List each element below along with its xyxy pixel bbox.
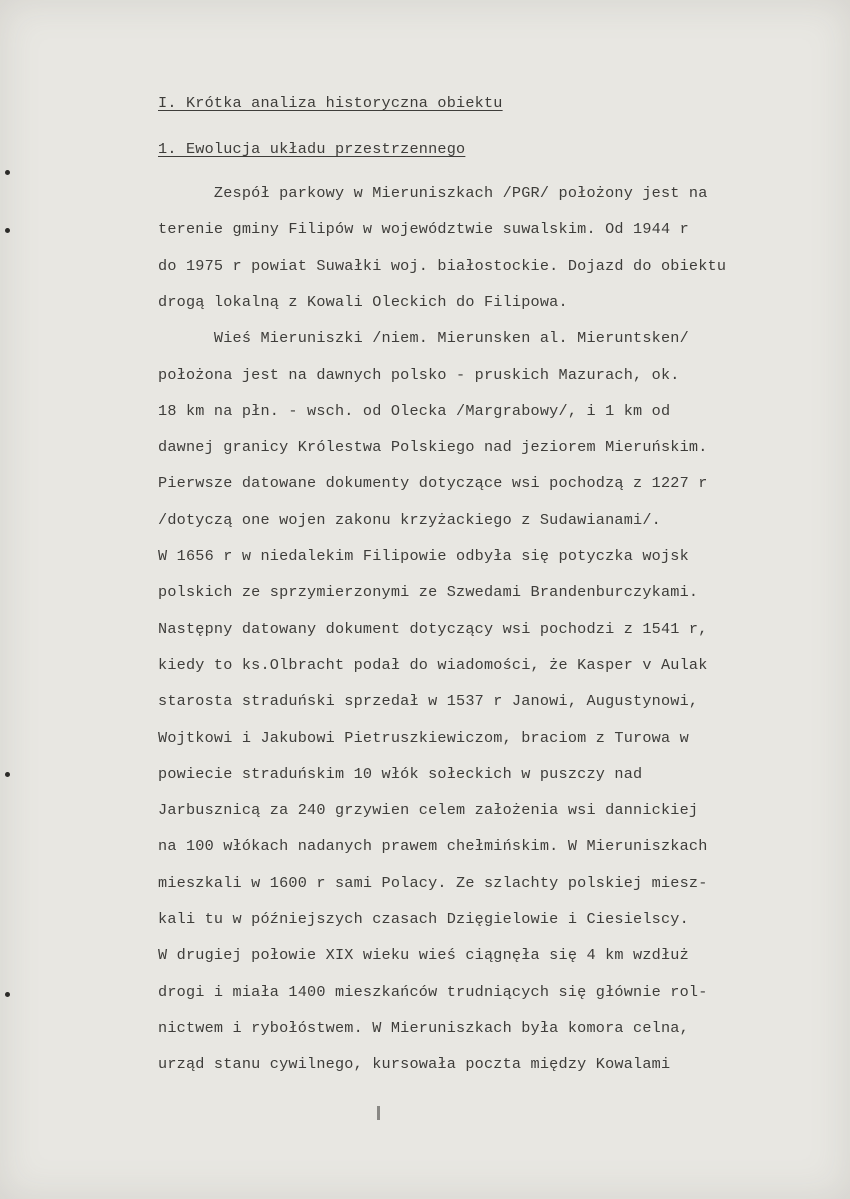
text-line: nictwem i rybołóstwem. W Mieruniszkach była komora celna, (158, 1018, 689, 1037)
punch-hole (5, 992, 10, 997)
text-line: kiedy to ks.Olbracht podał do wiadomości, że Kasper v Aulak (158, 655, 708, 674)
text-line: polskich ze sprzymierzonymi ze Szwedami Brandenburczykami. (158, 583, 699, 602)
text-line: starosta straduński sprzedał w 1537 r Janowi, Augustynowi, (158, 692, 699, 711)
text-line: do 1975 r powiat Suwałki woj. białostockie. Dojazd do obiektu (158, 256, 727, 275)
text-line: W 1656 r w niedalekim Filipowie odbyła się potyczka wojsk (158, 547, 689, 565)
text-line: położona jest na dawnych polsko - pruskich Mazurach, ok. (158, 365, 680, 384)
text-line: Wojtkowi i Jakubowi Pietruszkiewiczom, braciom z Turowa w (158, 728, 689, 747)
text-line: /dotyczą one wojen zakonu krzyżackiego z Sudawianami/. (158, 510, 661, 529)
text-line: powiecie straduńskim 10 włók sołeckich w puszczy nad (158, 764, 643, 783)
punch-hole (5, 170, 10, 175)
text-line: 18 km na płn. - wsch. od Olecka /Margrabowy/, i 1 km od (158, 401, 671, 420)
text-line: urząd stanu cywilnego, kursowała poczta między Kowalami (158, 1055, 671, 1074)
text-line: kali tu w późniejszych czasach Dzięgielowie i Ciesielscy. (158, 910, 689, 928)
text-line: Następny datowany dokument dotyczący wsi pochodzi z 1541 r, (158, 619, 708, 638)
page-mark (377, 1106, 380, 1120)
text-line: Jarbusznicą za 240 grzywien celem założenia wsi dannickiej (158, 801, 699, 820)
text-line: Wieś Mieruniszki /niem. Mierunsken al. Mieruntsken/ (158, 329, 689, 348)
punch-hole (5, 228, 10, 233)
text-line: drogi i miała 1400 mieszkańców trudniących się głównie rol- (158, 982, 708, 1001)
text-line: W drugiej połowie XIX wieku wieś ciągnęła się 4 km wzdłuż (158, 946, 689, 965)
text-line: Zespół parkowy w Mieruniszkach /PGR/ położony jest na (158, 184, 708, 202)
text-line: drogą lokalną z Kowali Oleckich do Filipowa. (158, 292, 568, 311)
text-line: dawnej granicy Królestwa Polskiego nad jeziorem Mieruńskim. (158, 438, 708, 457)
section-heading: I. Krótka analiza historyczna obiektu (158, 94, 503, 112)
text-line: na 100 włókach nadanych prawem chełmińskim. W Mieruniszkach (158, 837, 708, 856)
text-line: mieszkali w 1600 r sami Polacy. Ze szlachty polskiej miesz- (158, 873, 708, 892)
subsection-heading: 1. Ewolucja układu przestrzennego (158, 140, 466, 158)
punch-hole (5, 772, 10, 777)
text-line: terenie gminy Filipów w województwie suwalskim. Od 1944 r (158, 220, 689, 239)
text-line: Pierwsze datowane dokumenty dotyczące wsi pochodzą z 1227 r (158, 474, 708, 493)
